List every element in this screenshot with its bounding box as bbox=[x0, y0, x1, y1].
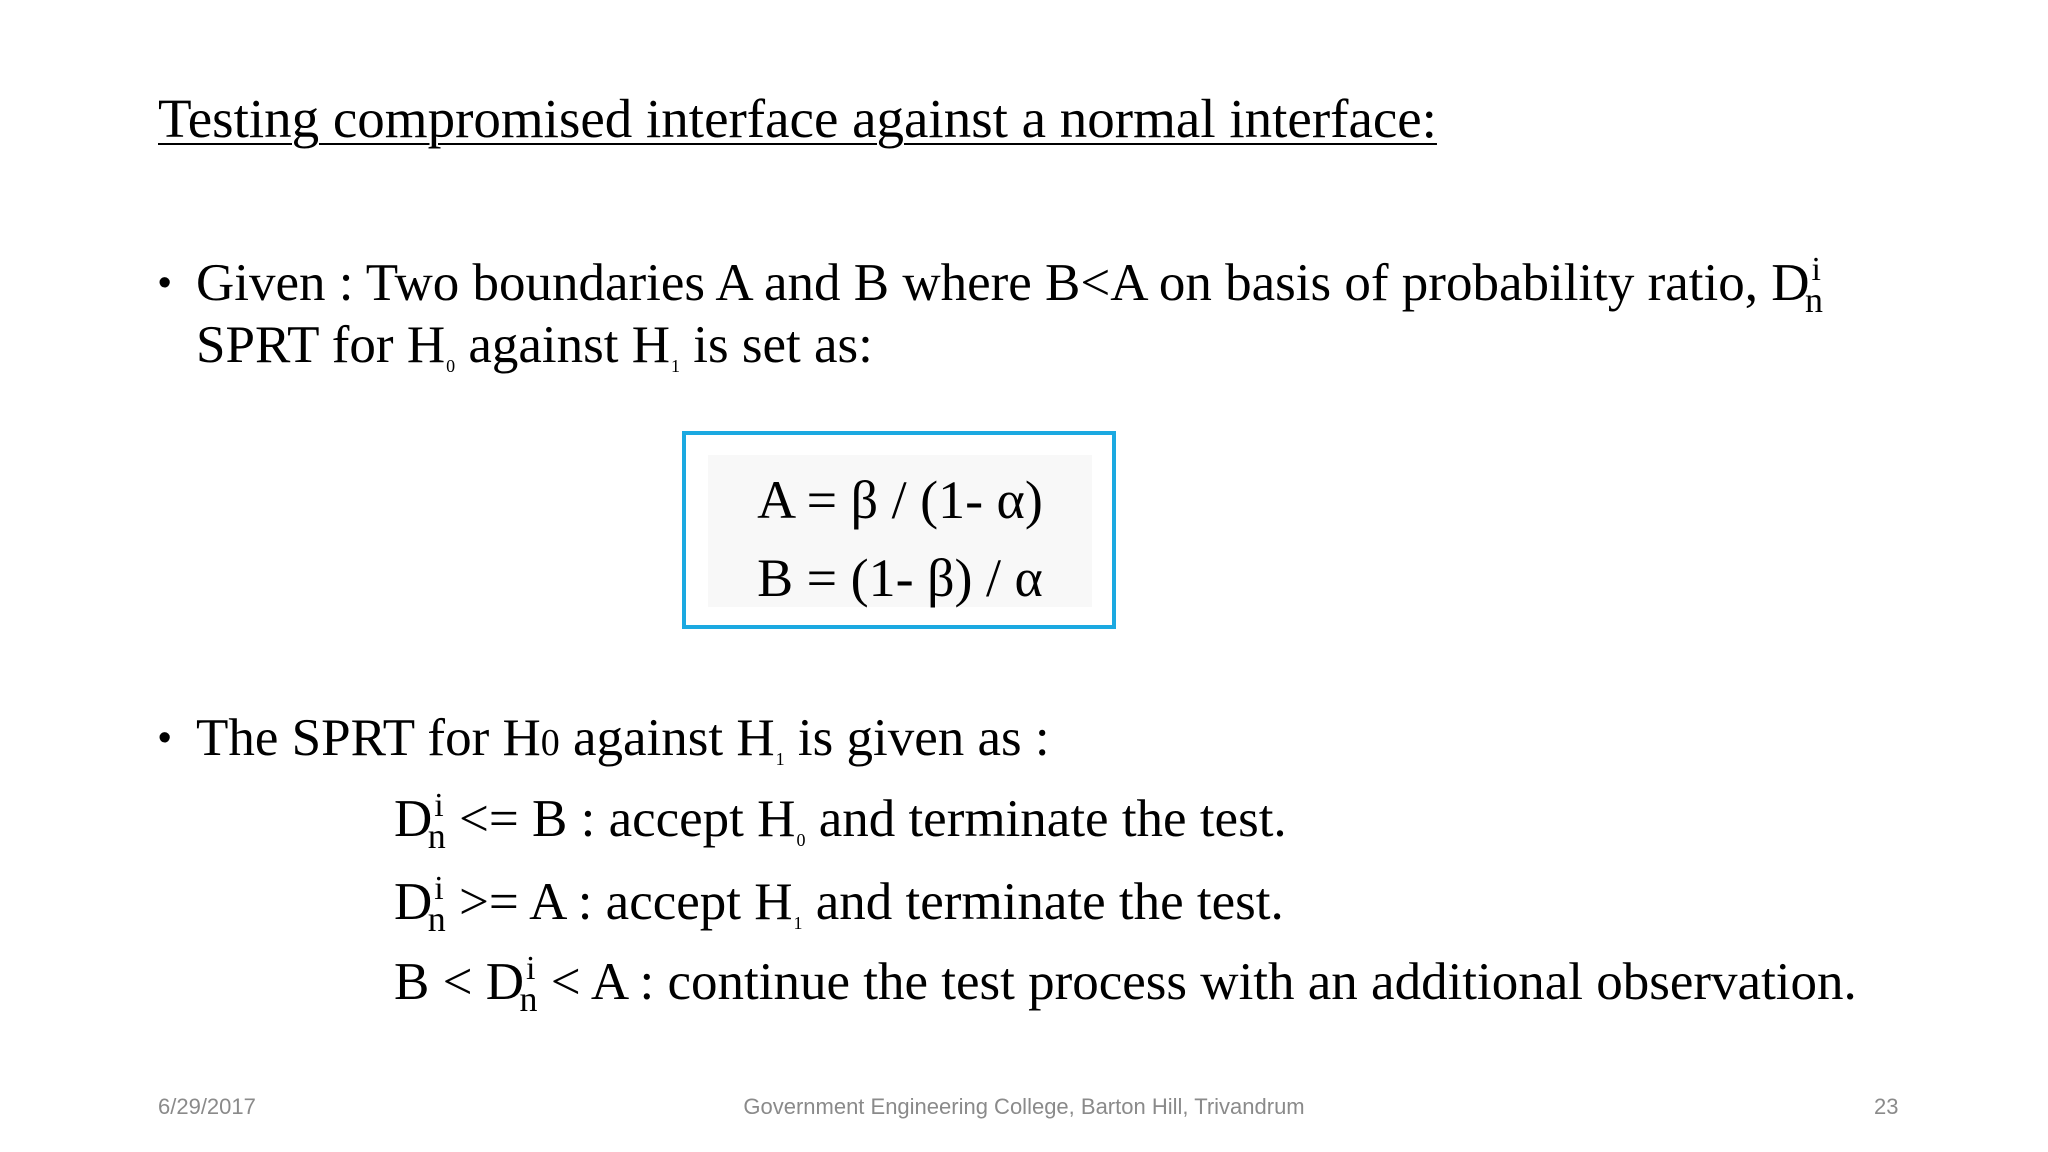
footer-date: 6/29/2017 bbox=[158, 1094, 256, 1119]
h0-digit: 0 bbox=[540, 722, 560, 764]
bullet-marker: • bbox=[158, 717, 172, 759]
rule-prefix: D bbox=[394, 790, 433, 848]
bullet-given-line-1 bbox=[196, 253, 1823, 320]
subscript-n: n bbox=[427, 816, 446, 856]
slide-title: Testing compromised interface against a normal interface: bbox=[158, 88, 1437, 149]
superscript-i: i bbox=[434, 787, 444, 824]
rule-prefix: D bbox=[394, 873, 433, 931]
bullet-given-line-2 bbox=[196, 315, 873, 386]
formula-box bbox=[682, 431, 1116, 629]
subscript-n: n bbox=[1804, 280, 1823, 320]
bullet-sprt bbox=[158, 708, 2008, 778]
subscript-n: n bbox=[427, 899, 446, 939]
superscript-i: i bbox=[434, 870, 444, 907]
bullet-sprt-line bbox=[196, 708, 1050, 779]
subscript-1: 1 bbox=[775, 749, 785, 769]
subscript-0: 0 bbox=[446, 356, 456, 376]
rule-accept-h0 bbox=[394, 787, 1287, 862]
rule-condition: <= B : accept H bbox=[445, 790, 796, 848]
formula-panel bbox=[708, 455, 1092, 607]
rule-continue bbox=[394, 950, 1857, 1021]
superscript-i: i bbox=[526, 950, 536, 987]
superscript-i: i bbox=[1811, 251, 1821, 288]
subscript-1: 1 bbox=[671, 356, 681, 376]
formula-b: B = (1- β) / α bbox=[757, 548, 1043, 608]
subscript-0: 0 bbox=[796, 830, 806, 850]
subscript-1: 1 bbox=[793, 913, 803, 933]
formula-a: A = β / (1- α) bbox=[757, 470, 1043, 530]
rule-condition: >= A : accept H bbox=[445, 873, 793, 931]
bullet-given-text: Given : Two boundaries A and B where B<A on basis of probability ratio, D bbox=[196, 254, 1810, 312]
bullet-sprt-text-a: The SPRT for H bbox=[196, 709, 541, 767]
rule-action: and terminate the test. bbox=[802, 873, 1284, 931]
rule-action: < A : continue the test process with an additional observation. bbox=[537, 953, 1857, 1011]
bullet-marker: • bbox=[158, 262, 172, 304]
bullet-given-text-a: SPRT for H bbox=[196, 316, 446, 374]
bullet-given bbox=[158, 253, 2008, 383]
bullet-sprt-text-c: is given as : bbox=[784, 709, 1050, 767]
subscript-n: n bbox=[519, 979, 538, 1019]
footer-institution: Government Engineering College, Barton Hill, Trivandrum bbox=[743, 1094, 1305, 1119]
bullet-given-text-c: is set as: bbox=[680, 316, 873, 374]
bullet-given-text-b: against H bbox=[455, 316, 671, 374]
rule-prefix: B < D bbox=[394, 953, 525, 1011]
bullet-sprt-text-b: against H bbox=[559, 709, 775, 767]
rule-action: and terminate the test. bbox=[805, 790, 1287, 848]
rule-accept-h1 bbox=[394, 870, 1284, 945]
footer-page-number: 23 bbox=[1874, 1094, 1899, 1119]
